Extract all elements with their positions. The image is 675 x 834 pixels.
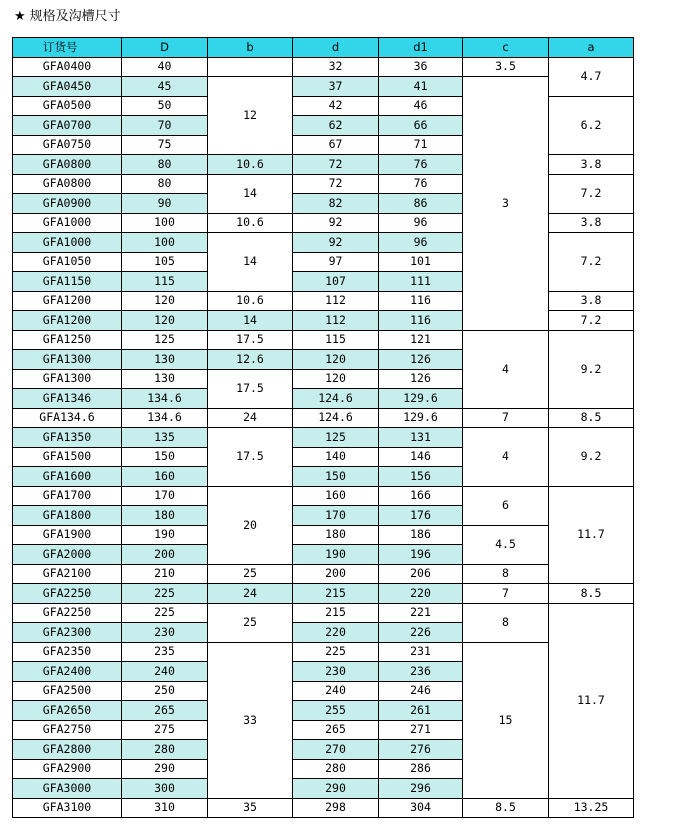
cell-d1: 271 (379, 720, 463, 740)
cell-D: 200 (122, 545, 208, 565)
cell-d: 120 (293, 369, 379, 389)
cell-d1: 71 (379, 135, 463, 155)
cell-d1: 66 (379, 116, 463, 136)
cell-a: 7.2 (549, 233, 634, 292)
cell-order-no: GFA1250 (13, 330, 122, 350)
cell-a: 6.2 (549, 96, 634, 155)
cell-D: 134.6 (122, 408, 208, 428)
cell-D: 134.6 (122, 389, 208, 409)
cell-d: 82 (293, 194, 379, 214)
table-row (13, 57, 634, 77)
cell-d1: 116 (379, 291, 463, 311)
header-d1: d1 (379, 38, 463, 58)
cell-a: 3.8 (549, 213, 634, 233)
cell-order-no: GFA3100 (13, 798, 122, 818)
cell-order-no: GFA2900 (13, 759, 122, 779)
cell-a: 4.7 (549, 57, 634, 96)
cell-D: 40 (122, 57, 208, 77)
cell-d: 124.6 (293, 408, 379, 428)
cell-c: 7 (463, 408, 549, 428)
cell-order-no: GFA2100 (13, 564, 122, 584)
cell-D: 80 (122, 155, 208, 175)
cell-d1: 296 (379, 779, 463, 799)
cell-order-no: GFA1346 (13, 389, 122, 409)
cell-order-no: GFA0800 (13, 155, 122, 175)
table-body (13, 57, 634, 818)
cell-d: 72 (293, 174, 379, 194)
table-row (13, 564, 634, 584)
table-row (13, 798, 634, 818)
cell-c: 8 (463, 564, 549, 584)
section-title (14, 7, 121, 27)
cell-order-no: GFA0800 (13, 174, 122, 194)
cell-D: 265 (122, 701, 208, 721)
cell-D: 120 (122, 291, 208, 311)
cell-D: 280 (122, 740, 208, 760)
cell-D: 130 (122, 350, 208, 370)
cell-D: 250 (122, 681, 208, 701)
cell-d: 225 (293, 642, 379, 662)
cell-D: 45 (122, 77, 208, 97)
cell-d: 92 (293, 233, 379, 253)
cell-d1: 129.6 (379, 408, 463, 428)
cell-d1: 226 (379, 623, 463, 643)
cell-d: 32 (293, 57, 379, 77)
cell-order-no: GFA1900 (13, 525, 122, 545)
cell-d1: 166 (379, 486, 463, 506)
cell-d: 150 (293, 467, 379, 487)
cell-a: 11.7 (549, 486, 634, 584)
spec-table (12, 37, 634, 818)
cell-b (208, 57, 293, 77)
star-icon: ★ (14, 9, 26, 24)
cell-d: 115 (293, 330, 379, 350)
cell-a: 7.2 (549, 174, 634, 213)
cell-D: 125 (122, 330, 208, 350)
cell-c: 8.5 (463, 798, 549, 818)
cell-D: 300 (122, 779, 208, 799)
cell-d1: 206 (379, 564, 463, 584)
cell-d1: 220 (379, 584, 463, 604)
cell-order-no: GFA1150 (13, 272, 122, 292)
cell-d1: 261 (379, 701, 463, 721)
cell-d1: 236 (379, 662, 463, 682)
cell-b: 10.6 (208, 291, 293, 311)
cell-D: 160 (122, 467, 208, 487)
cell-order-no: GFA1350 (13, 428, 122, 448)
cell-d: 67 (293, 135, 379, 155)
cell-d: 255 (293, 701, 379, 721)
cell-c: 3.5 (463, 57, 549, 77)
cell-b: 17.5 (208, 330, 293, 350)
cell-a: 8.5 (549, 408, 634, 428)
header-a: a (549, 38, 634, 58)
cell-c: 3 (463, 77, 549, 331)
cell-b: 10.6 (208, 213, 293, 233)
cell-D: 240 (122, 662, 208, 682)
cell-d1: 111 (379, 272, 463, 292)
cell-order-no: GFA0450 (13, 77, 122, 97)
cell-d1: 86 (379, 194, 463, 214)
cell-order-no: GFA134.6 (13, 408, 122, 428)
cell-d: 112 (293, 291, 379, 311)
cell-d1: 41 (379, 77, 463, 97)
cell-d: 180 (293, 525, 379, 545)
cell-order-no: GFA0500 (13, 96, 122, 116)
cell-order-no: GFA2350 (13, 642, 122, 662)
cell-d: 270 (293, 740, 379, 760)
cell-D: 50 (122, 96, 208, 116)
header-d: d (293, 38, 379, 58)
cell-d1: 156 (379, 467, 463, 487)
cell-b: 14 (208, 174, 293, 213)
cell-d: 230 (293, 662, 379, 682)
cell-b: 25 (208, 564, 293, 584)
cell-b: 14 (208, 233, 293, 292)
cell-d1: 131 (379, 428, 463, 448)
cell-D: 170 (122, 486, 208, 506)
cell-order-no: GFA1200 (13, 291, 122, 311)
cell-d1: 146 (379, 447, 463, 467)
cell-a: 8.5 (549, 584, 634, 604)
cell-c: 15 (463, 642, 549, 798)
table-row (13, 428, 634, 448)
cell-b: 17.5 (208, 369, 293, 408)
cell-d1: 304 (379, 798, 463, 818)
table-row (13, 603, 634, 623)
cell-d1: 246 (379, 681, 463, 701)
cell-D: 150 (122, 447, 208, 467)
cell-b: 12 (208, 77, 293, 155)
cell-d1: 126 (379, 350, 463, 370)
cell-D: 90 (122, 194, 208, 214)
cell-d: 160 (293, 486, 379, 506)
cell-order-no: GFA2750 (13, 720, 122, 740)
cell-D: 225 (122, 584, 208, 604)
cell-order-no: GFA2500 (13, 681, 122, 701)
table-row (13, 584, 634, 604)
cell-c: 6 (463, 486, 549, 525)
cell-d: 280 (293, 759, 379, 779)
cell-d: 42 (293, 96, 379, 116)
cell-d: 170 (293, 506, 379, 526)
cell-D: 180 (122, 506, 208, 526)
cell-D: 105 (122, 252, 208, 272)
cell-D: 190 (122, 525, 208, 545)
cell-D: 310 (122, 798, 208, 818)
table-row (13, 486, 634, 506)
cell-b: 35 (208, 798, 293, 818)
cell-c: 8 (463, 603, 549, 642)
table-row (13, 330, 634, 350)
cell-d: 215 (293, 584, 379, 604)
cell-b: 24 (208, 408, 293, 428)
cell-order-no: GFA2250 (13, 603, 122, 623)
cell-d1: 121 (379, 330, 463, 350)
cell-d: 190 (293, 545, 379, 565)
cell-b: 33 (208, 642, 293, 798)
cell-a: 7.2 (549, 311, 634, 331)
cell-d: 107 (293, 272, 379, 292)
header-b: b (208, 38, 293, 58)
cell-d1: 286 (379, 759, 463, 779)
cell-order-no: GFA1700 (13, 486, 122, 506)
cell-d1: 129.6 (379, 389, 463, 409)
section-title-text: 规格及沟槽尺寸 (29, 9, 121, 24)
cell-a: 9.2 (549, 330, 634, 408)
cell-order-no: GFA2800 (13, 740, 122, 760)
cell-c: 4 (463, 330, 549, 408)
cell-D: 135 (122, 428, 208, 448)
cell-a: 3.8 (549, 291, 634, 311)
cell-order-no: GFA1000 (13, 213, 122, 233)
table-row (13, 642, 634, 662)
cell-d: 112 (293, 311, 379, 331)
cell-d1: 101 (379, 252, 463, 272)
cell-d: 200 (293, 564, 379, 584)
cell-d: 62 (293, 116, 379, 136)
cell-D: 230 (122, 623, 208, 643)
cell-d: 125 (293, 428, 379, 448)
cell-d1: 276 (379, 740, 463, 760)
cell-d: 140 (293, 447, 379, 467)
cell-d1: 231 (379, 642, 463, 662)
header-D: D (122, 38, 208, 58)
cell-d: 220 (293, 623, 379, 643)
cell-a: 11.7 (549, 603, 634, 798)
cell-D: 225 (122, 603, 208, 623)
cell-d: 265 (293, 720, 379, 740)
cell-b: 17.5 (208, 428, 293, 487)
cell-d1: 36 (379, 57, 463, 77)
cell-order-no: GFA2000 (13, 545, 122, 565)
cell-d: 97 (293, 252, 379, 272)
cell-D: 120 (122, 311, 208, 331)
cell-d: 215 (293, 603, 379, 623)
cell-D: 70 (122, 116, 208, 136)
cell-d1: 96 (379, 233, 463, 253)
cell-d: 124.6 (293, 389, 379, 409)
cell-d1: 116 (379, 311, 463, 331)
cell-D: 275 (122, 720, 208, 740)
cell-order-no: GFA1200 (13, 311, 122, 331)
header-c: c (463, 38, 549, 58)
cell-D: 235 (122, 642, 208, 662)
cell-order-no: GFA1600 (13, 467, 122, 487)
header-order-no: 订货号 (13, 38, 122, 58)
cell-order-no: GFA1300 (13, 350, 122, 370)
cell-b: 10.6 (208, 155, 293, 175)
cell-a: 9.2 (549, 428, 634, 487)
cell-a: 13.25 (549, 798, 634, 818)
cell-D: 210 (122, 564, 208, 584)
cell-b: 20 (208, 486, 293, 564)
cell-b: 14 (208, 311, 293, 331)
cell-order-no: GFA1300 (13, 369, 122, 389)
cell-d1: 96 (379, 213, 463, 233)
cell-order-no: GFA1800 (13, 506, 122, 526)
cell-d1: 76 (379, 155, 463, 175)
cell-order-no: GFA0900 (13, 194, 122, 214)
cell-order-no: GFA2650 (13, 701, 122, 721)
cell-D: 100 (122, 233, 208, 253)
cell-a: 3.8 (549, 155, 634, 175)
cell-c: 7 (463, 584, 549, 604)
cell-order-no: GFA2250 (13, 584, 122, 604)
cell-D: 80 (122, 174, 208, 194)
cell-order-no: GFA1000 (13, 233, 122, 253)
cell-order-no: GFA0400 (13, 57, 122, 77)
cell-order-no: GFA2300 (13, 623, 122, 643)
cell-D: 130 (122, 369, 208, 389)
cell-d1: 126 (379, 369, 463, 389)
cell-d: 120 (293, 350, 379, 370)
table-header-row (13, 38, 634, 58)
cell-D: 75 (122, 135, 208, 155)
cell-order-no: GFA0700 (13, 116, 122, 136)
cell-d: 240 (293, 681, 379, 701)
table-row (13, 77, 634, 97)
cell-d1: 76 (379, 174, 463, 194)
cell-D: 100 (122, 213, 208, 233)
cell-d: 298 (293, 798, 379, 818)
cell-d: 72 (293, 155, 379, 175)
cell-b: 25 (208, 603, 293, 642)
cell-d1: 221 (379, 603, 463, 623)
cell-D: 115 (122, 272, 208, 292)
cell-c: 4.5 (463, 525, 549, 564)
cell-D: 290 (122, 759, 208, 779)
cell-b: 12.6 (208, 350, 293, 370)
cell-order-no: GFA2400 (13, 662, 122, 682)
cell-d: 92 (293, 213, 379, 233)
cell-b: 24 (208, 584, 293, 604)
cell-d1: 176 (379, 506, 463, 526)
cell-order-no: GFA0750 (13, 135, 122, 155)
cell-d: 290 (293, 779, 379, 799)
cell-c: 4 (463, 428, 549, 487)
table-row (13, 525, 634, 545)
cell-order-no: GFA1500 (13, 447, 122, 467)
cell-order-no: GFA1050 (13, 252, 122, 272)
cell-d1: 186 (379, 525, 463, 545)
cell-order-no: GFA3000 (13, 779, 122, 799)
cell-d1: 46 (379, 96, 463, 116)
cell-d1: 196 (379, 545, 463, 565)
table-row (13, 408, 634, 428)
cell-d: 37 (293, 77, 379, 97)
